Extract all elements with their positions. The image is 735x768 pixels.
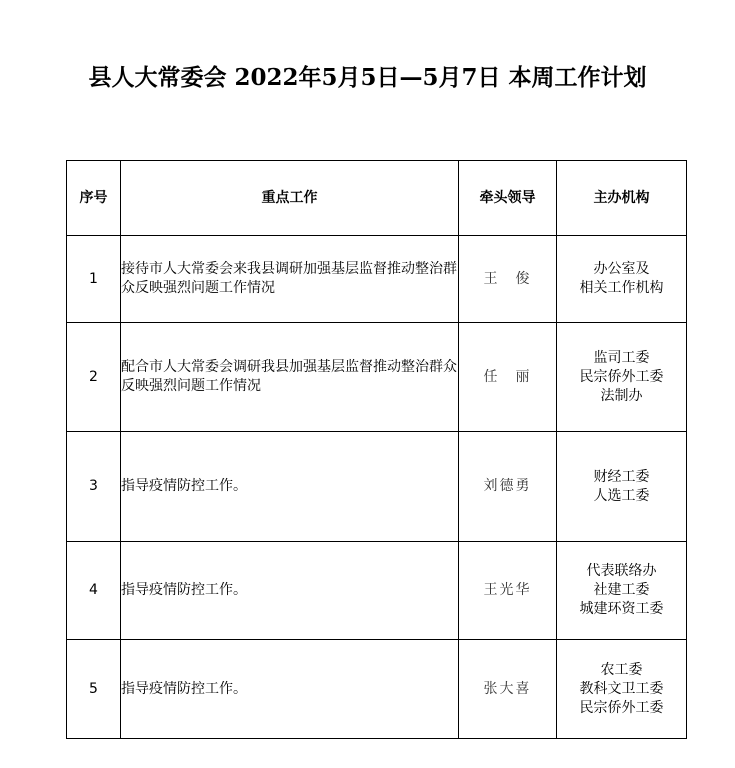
work-plan-table <box>66 160 687 739</box>
org-name: 代表联络办 <box>586 563 657 579</box>
row-work: 接待市人大常委会来我县调研加强基层监督推动整治群众反映强烈问题工作情况 <box>121 236 459 323</box>
org-name: 教科文卫工委 <box>579 680 664 697</box>
row-org <box>557 542 687 640</box>
row-org <box>557 236 687 323</box>
org-name: 监司工委 <box>593 349 650 366</box>
table-row <box>67 640 687 739</box>
org-name: 办公室及 <box>593 261 650 277</box>
row-no: 2 <box>67 323 121 432</box>
org-name: 农工委 <box>600 661 643 678</box>
row-work: 指导疫情防控工作。 <box>121 542 459 640</box>
org-name: 民宗侨外工委 <box>579 368 664 385</box>
row-leader: 张大喜 <box>459 640 557 739</box>
row-leader: 王 俊 <box>459 236 557 323</box>
table-row <box>67 236 687 323</box>
row-work: 配合市人大常委会调研我县加强基层监督推动整治群众反映强烈问题工作情况 <box>121 323 459 432</box>
org-name: 人选工委 <box>593 487 650 504</box>
row-no: 1 <box>67 236 121 323</box>
table-header-row <box>67 161 687 236</box>
row-work: 指导疫情防控工作。 <box>121 432 459 542</box>
table-row <box>67 432 687 542</box>
row-leader: 任 丽 <box>459 323 557 432</box>
row-no: 5 <box>67 640 121 739</box>
row-no: 3 <box>67 432 121 542</box>
row-org <box>557 432 687 542</box>
header-work: 重点工作 <box>121 161 459 236</box>
org-name: 法制办 <box>600 387 643 404</box>
org-name: 相关工作机构 <box>579 280 664 296</box>
table-row <box>67 323 687 432</box>
row-org <box>557 640 687 739</box>
row-work: 指导疫情防控工作。 <box>121 640 459 739</box>
page-title: 县人大常委会 2022年5月5日—5月7日 本周工作计划 <box>88 64 647 91</box>
header-leader: 牵头领导 <box>459 161 557 236</box>
org-name: 民宗侨外工委 <box>579 699 664 716</box>
row-org <box>557 323 687 432</box>
header-org: 主办机构 <box>557 161 687 236</box>
org-name: 城建环资工委 <box>579 601 664 617</box>
row-no: 4 <box>67 542 121 640</box>
table-row <box>67 542 687 640</box>
row-leader: 刘德勇 <box>459 432 557 542</box>
header-no: 序号 <box>67 161 121 236</box>
org-name: 财经工委 <box>593 468 650 485</box>
row-leader: 王光华 <box>459 542 557 640</box>
org-name: 社建工委 <box>593 582 650 598</box>
